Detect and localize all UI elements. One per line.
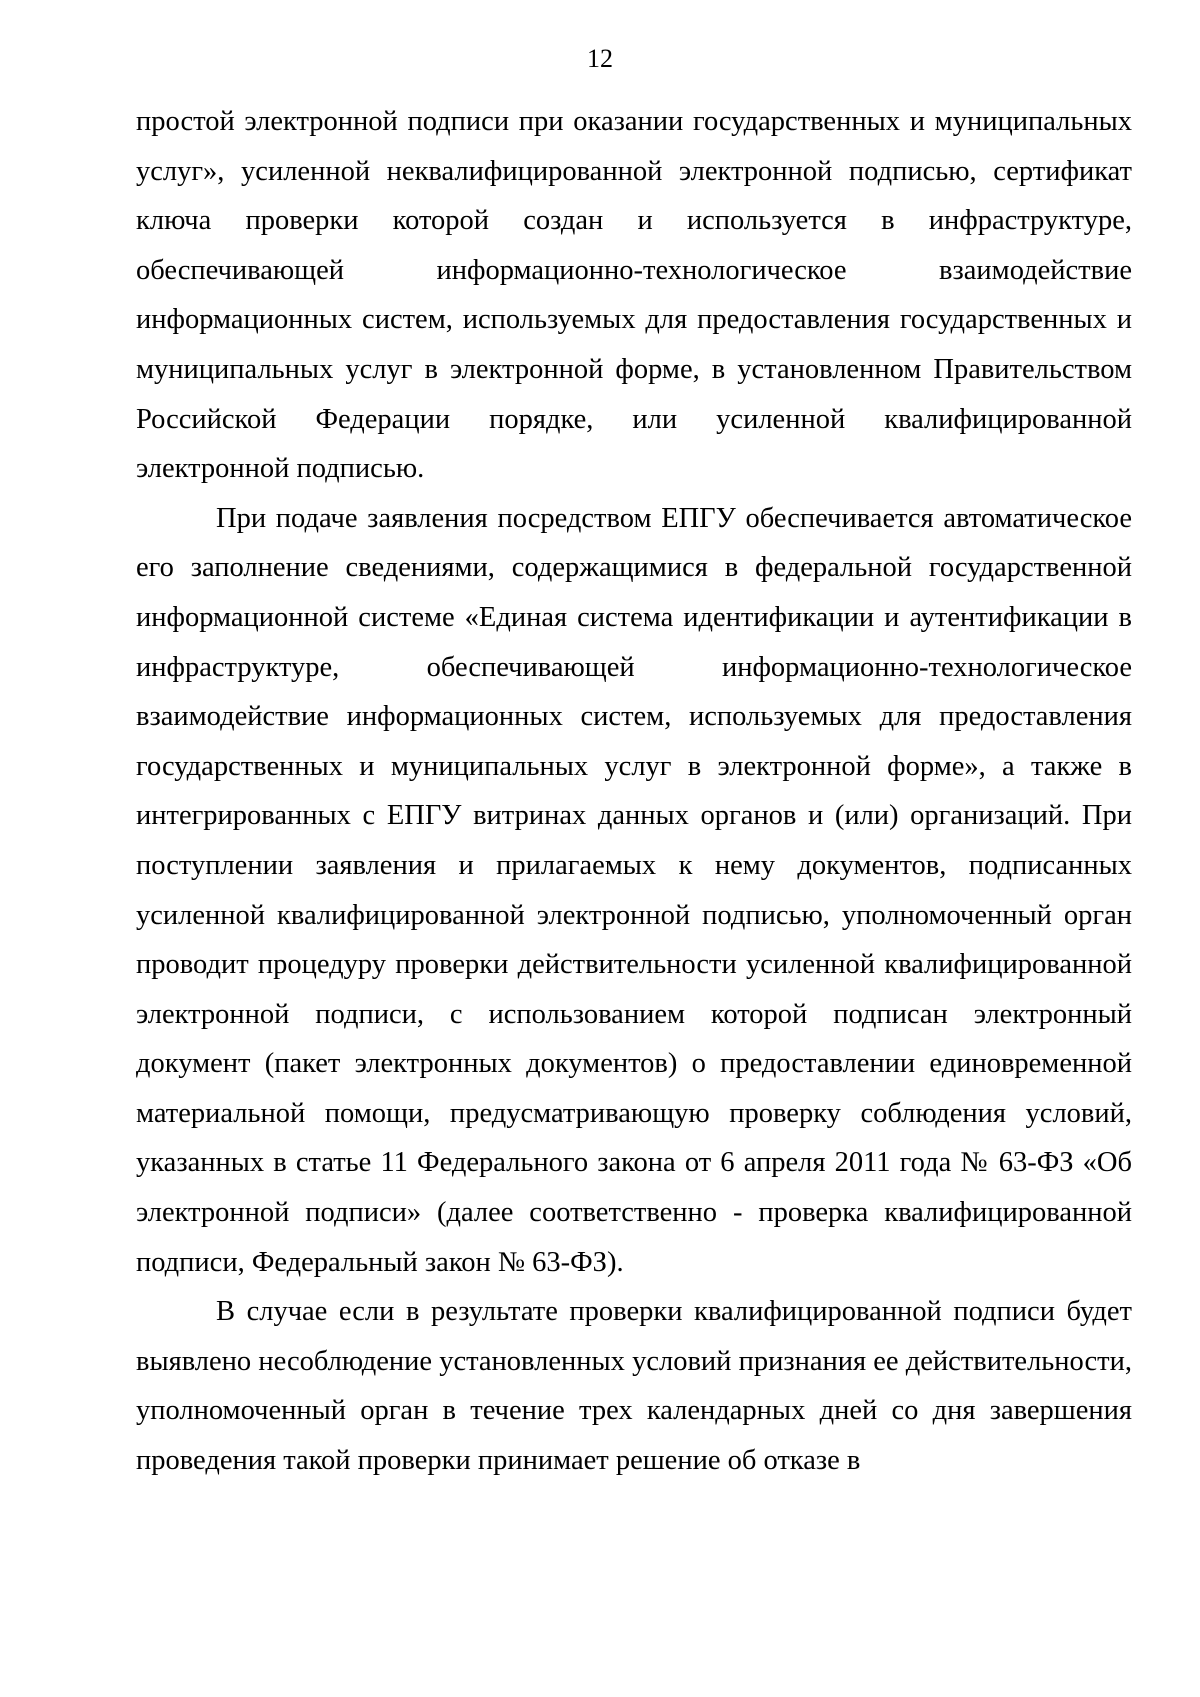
paragraph-continuation: простой электронной подписи при оказании государственных и муниципальных услуг», усиленной неквалифицированной электронной подписью, сертификат ключа проверки которой создан и используется в инфраструктуре, обеспечивающей информационно-технологическое взаимодействие информационных систем, используемых для предоставления государственных и муниципальных услуг в электронной форме, в установленном Правительством Российской Федерации порядке, или усиленной квалифицированной электронной подписью. <box>136 106 1132 485</box>
page-number: 12 <box>587 44 613 73</box>
paragraph-verification-failure: В случае если в результате проверки квалифицированной подписи будет выявлено несоблюдение установленных условий признания ее действительности, уполномоченный орган в течение трех календарных дней со дня завершения проведения такой проверки принимает решение об отказе в <box>136 1296 1132 1477</box>
paragraph-epgu-submission: При подаче заявления посредством ЕПГУ обеспечивается автоматическое его заполнение сведениями, содержащимися в федеральной государственной информационной системе «Единая система идентификации и аутентификации в инфраструктуре, обеспечивающей информационно-технологическое взаимодействие информационных систем, используемых для предоставления государственных и муниципальных услуг в электронной форме», а также в интегрированных с ЕПГУ витринах данных органов и (или) организаций. При поступлении заявления и прилагаемых к нему документов, подписанных усиленной квалифицированной электронной подписью, уполномоченный орган проводит процедуру проверки действительности усиленной квалифицированной электронной подписи, с использованием которой подписан электронный документ (пакет электронных документов) о предоставлении единовременной материальной помощи, предусматривающую проверку соблюдения условий, указанных в статье 11 Федерального закона от 6 апреля 2011 года № 63-ФЗ «Об электронной подписи» (далее соответственно - проверка квалифицированной подписи, Федеральный закон № 63-ФЗ). <box>136 502 1132 1278</box>
document-body <box>136 97 1132 1486</box>
